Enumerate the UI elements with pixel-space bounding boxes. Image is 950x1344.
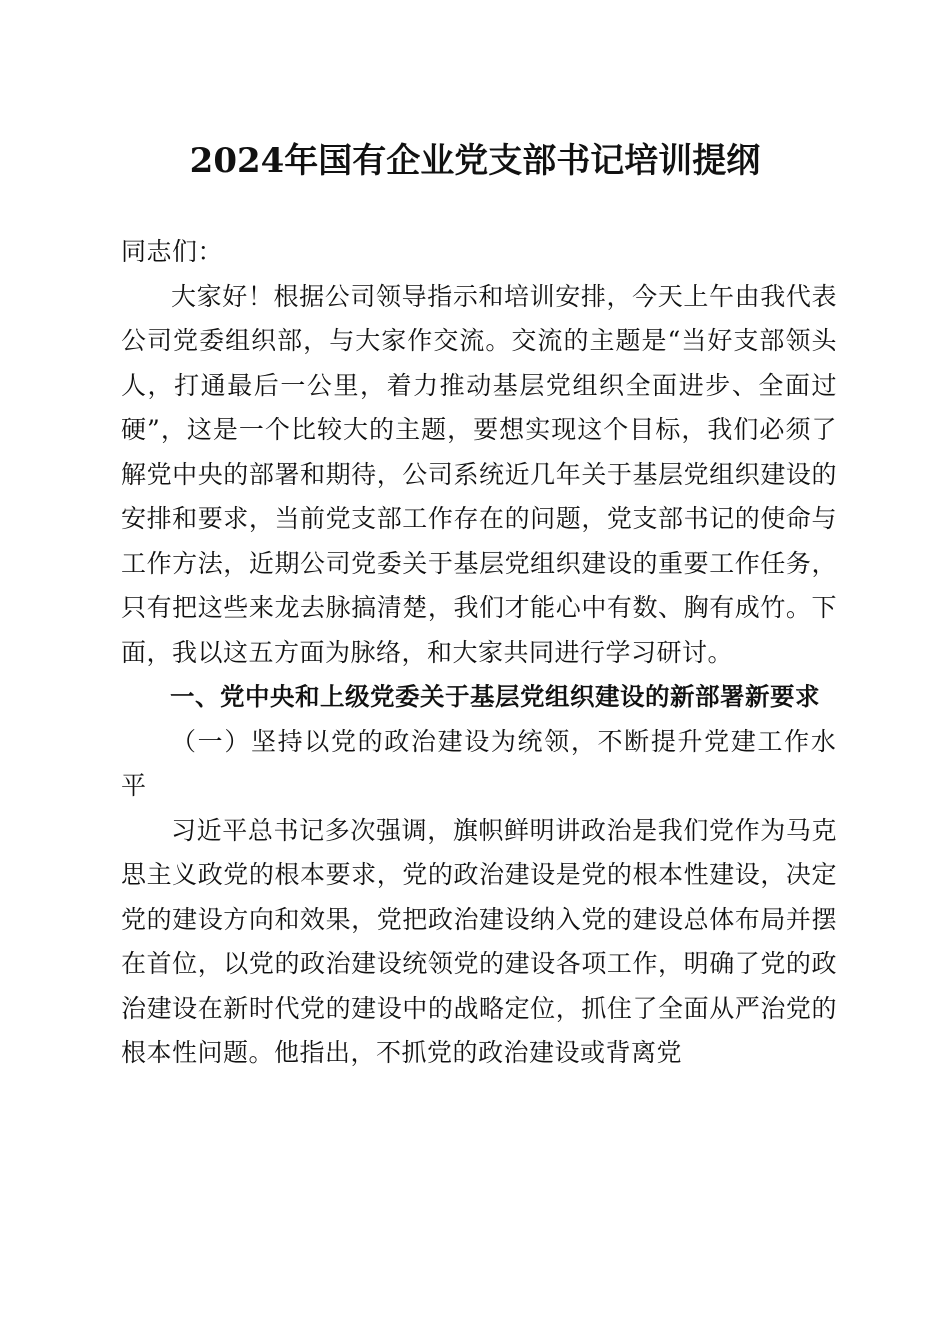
- section-heading: 一、党中央和上级党委关于基层党组织建设的新部署新要求: [170, 682, 820, 711]
- document-body: [121, 230, 837, 1076]
- body-paragraph: 习近平总书记多次强调，旗帜鲜明讲政治是我们党作为马克思主义政党的根本要求，党的政治建设是党的根本性建设，决定党的建设方向和效果，党把政治建设纳入党的建设总体布局并摆在首位，以党的政治建设统领党的建设各项工作，明确了党的政治建设在新时代党的建设中的战略定位，抓住了全面从严治党的根本性问题。他指出，不抓党的政治建设或背离党: [121, 815, 837, 1067]
- intro-paragraph: 大家好！根据公司领导指示和培训安排，今天上午由我代表公司党委组织部，与大家作交流。交流的主题是“当好支部领头人，打通最后一公里，着力推动基层党组织全面进步、全面过硬”，这是一个比较大的主题，要想实现这个目标，我们必须了解党中央的部署和期待，公司系统近几年关于基层党组织建设的安排和要求，当前党支部工作存在的问题，党支部书记的使命与工作方法，近期公司党委关于基层党组织建设的重要工作任务，只有把这些来龙去脉搞清楚，我们才能心中有数、胸有成竹。下面，我以这五方面为脉络，和大家共同进行学习研讨。: [121, 281, 837, 667]
- salutation: 同志们：: [121, 237, 224, 266]
- document-title: 2024年国有企业党支部书记培训提纲: [189, 141, 761, 181]
- subsection-heading: （一）坚持以党的政治建设为统领，不断提升党建工作水平: [121, 726, 837, 800]
